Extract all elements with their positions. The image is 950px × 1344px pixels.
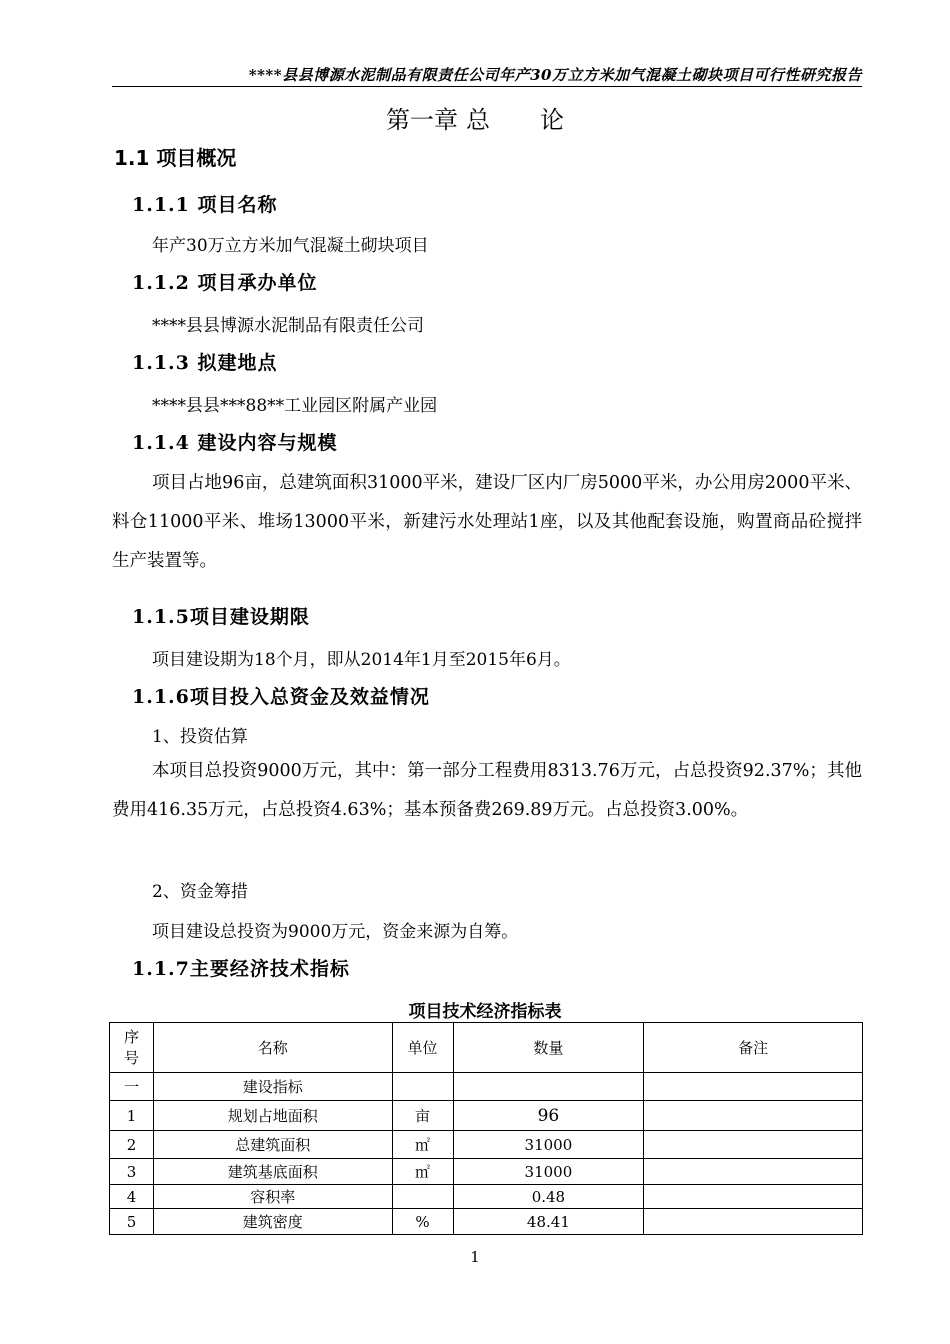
chapter-title — [0, 100, 950, 135]
cell-seq: 一 — [110, 1073, 154, 1101]
chapter-title-part3: 论 — [540, 106, 564, 134]
cell-name: 建筑基底面积 — [153, 1159, 392, 1185]
investment-estimate-label: 1、投资估算 — [152, 727, 248, 747]
table-row — [110, 1101, 863, 1131]
cell-seq: 5 — [110, 1209, 154, 1235]
table-header-row — [110, 1023, 863, 1073]
cell-note — [644, 1185, 863, 1209]
investment-paragraph: 本项目总投资9000万元，其中：第一部分工程费用8313.76万元，占总投资92.37%；其他费用416.35万元，占总投资4.63%；基本预备费269.89万元。占总投资3.00%。 — [112, 761, 862, 820]
cell-seq: 3 — [110, 1159, 154, 1185]
section-1-1-6-heading: 1.1.6项目投入总资金及效益情况 — [132, 686, 430, 708]
section-1-1-1-heading: 1.1.1 项目名称 — [132, 194, 278, 216]
cell-unit — [392, 1185, 453, 1209]
section-1-1-4-heading: 1.1.4 建设内容与规模 — [132, 432, 338, 454]
schedule-text: 项目建设期为18个月，即从2014年1月至2015年6月。 — [152, 650, 571, 670]
cell-unit: 亩 — [392, 1101, 453, 1131]
cell-qty: 96 — [453, 1101, 644, 1131]
table-row — [110, 1073, 863, 1101]
cell-unit — [392, 1073, 453, 1101]
table-row — [110, 1185, 863, 1209]
header-note: 备注 — [644, 1023, 863, 1073]
header-qty: 数量 — [453, 1023, 644, 1073]
cell-qty — [453, 1073, 644, 1101]
location-text: ****县县***88**工业园区附属产业园 — [152, 396, 438, 416]
table-row — [110, 1131, 863, 1159]
cell-note — [644, 1101, 863, 1131]
header-seq: 序号 — [110, 1023, 154, 1073]
cell-note — [644, 1209, 863, 1235]
header-unit: 单位 — [392, 1023, 453, 1073]
cell-note — [644, 1131, 863, 1159]
cell-name: 容积率 — [153, 1185, 392, 1209]
table-row — [110, 1209, 863, 1235]
cell-unit: ㎡ — [392, 1159, 453, 1185]
funding-text: 项目建设总投资为9000万元，资金来源为自筹。 — [152, 922, 519, 942]
scope-paragraph: 项目占地96亩，总建筑面积31000平米，建设厂区内厂房5000平米，办公用房2000平米、料仓11000平米、堆场13000平米，新建污水处理站1座，以及其他配套设施，购置商品砼搅拌生产装置等。 — [112, 473, 862, 571]
indicator-table — [109, 1022, 863, 1235]
page-number: 1 — [470, 1248, 480, 1266]
cell-qty: 31000 — [453, 1131, 644, 1159]
cell-note — [644, 1159, 863, 1185]
cell-name: 建设指标 — [153, 1073, 392, 1101]
section-1-1-7-heading: 1.1.7主要经济技术指标 — [132, 958, 350, 980]
cell-seq: 1 — [110, 1101, 154, 1131]
cell-name: 总建筑面积 — [153, 1131, 392, 1159]
table-row — [110, 1159, 863, 1185]
table-title: 项目技术经济指标表 — [408, 1002, 562, 1022]
chapter-title-part2: 总 — [466, 106, 490, 134]
chapter-title-part1: 第一章 — [386, 106, 458, 134]
cell-unit: % — [392, 1209, 453, 1235]
section-1-1-2-heading: 1.1.2 项目承办单位 — [132, 272, 318, 294]
organizer-text: ****县县博源水泥制品有限责任公司 — [152, 316, 424, 336]
funding-label: 2、资金筹措 — [152, 882, 248, 902]
running-header: ****县县博源水泥制品有限责任公司年产30万立方米加气混凝土砌块项目可行性研究报告 — [112, 64, 862, 87]
cell-seq: 2 — [110, 1131, 154, 1159]
cell-unit: ㎡ — [392, 1131, 453, 1159]
cell-seq: 4 — [110, 1185, 154, 1209]
cell-qty: 48.41 — [453, 1209, 644, 1235]
header-name: 名称 — [153, 1023, 392, 1073]
cell-qty: 0.48 — [453, 1185, 644, 1209]
cell-qty: 31000 — [453, 1159, 644, 1185]
section-1-1-5-heading: 1.1.5项目建设期限 — [132, 606, 310, 628]
section-1-1-heading: 1.1 项目概况 — [114, 146, 237, 170]
section-1-1-3-heading: 1.1.3 拟建地点 — [132, 352, 278, 374]
project-name-text: 年产30万立方米加气混凝土砌块项目 — [152, 236, 429, 256]
cell-name: 规划占地面积 — [153, 1101, 392, 1131]
cell-name: 建筑密度 — [153, 1209, 392, 1235]
cell-note — [644, 1073, 863, 1101]
